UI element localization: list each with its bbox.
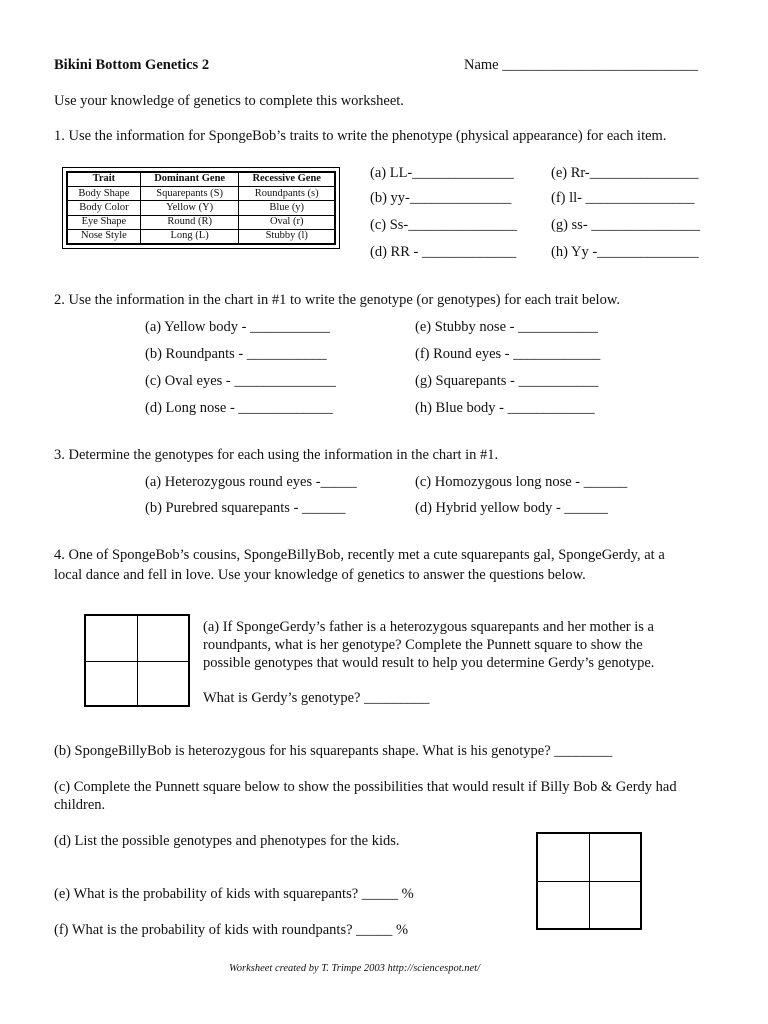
q1-item-g[interactable]: (g) ss- _______________ — [551, 217, 701, 233]
q1-item-h[interactable]: (h) Yy -______________ — [551, 244, 699, 260]
table-cell: Round (R) — [140, 215, 239, 229]
intro-text: Use your knowledge of genetics to complete this worksheet. — [54, 93, 404, 109]
q4a-line2: roundpants, what is her genotype? Complete the Punnett square to show the — [203, 637, 643, 653]
q4a-genotype-question[interactable]: What is Gerdy’s genotype? _________ — [203, 690, 430, 706]
footer-credit: Worksheet created by T. Trimpe 2003 http://sciencespot.net/ — [229, 963, 480, 974]
punnett-divider — [538, 881, 640, 882]
punnett-divider — [86, 661, 188, 662]
table-header-cell: Dominant Gene — [140, 173, 239, 187]
q1-item-d[interactable]: (d) RR - _____________ — [370, 244, 517, 260]
table-header-cell: Trait — [68, 173, 141, 187]
table-cell: Yellow (Y) — [140, 201, 239, 215]
q4-prompt-line1: 4. One of SpongeBob’s cousins, SpongeBillyBob, recently met a cute squarepants gal, SpongeGerdy, at a — [54, 547, 665, 563]
q2-item-e[interactable]: (e) Stubby nose - ___________ — [415, 319, 598, 335]
q4b-text[interactable]: (b) SpongeBillyBob is heterozygous for his squarepants shape. What is his genotype? ________ — [54, 743, 613, 759]
q3-prompt: 3. Determine the genotypes for each using the information in the chart in #1. — [54, 447, 499, 463]
q2-item-c[interactable]: (c) Oval eyes - ______________ — [145, 373, 336, 389]
trait-table-header — [68, 173, 335, 187]
q4a-line3: possible genotypes that would result to help you determine Gerdy’s genotype. — [203, 655, 655, 671]
table-cell: Body Shape — [68, 187, 141, 201]
table-row — [68, 215, 335, 229]
q3-item-c[interactable]: (c) Homozygous long nose - ______ — [415, 474, 628, 490]
q2-item-a[interactable]: (a) Yellow body - ___________ — [145, 319, 330, 335]
q2-item-h[interactable]: (h) Blue body - ____________ — [415, 400, 595, 416]
table-cell: Long (L) — [140, 229, 239, 243]
q4c-line1: (c) Complete the Punnett square below to show the possibilities that would result if Billy Bob & Gerdy had — [54, 779, 677, 795]
table-cell: Roundpants (s) — [239, 187, 335, 201]
table-cell: Blue (y) — [239, 201, 335, 215]
q4-prompt-line2: local dance and fell in love. Use your knowledge of genetics to answer the questions below. — [54, 567, 586, 583]
q4c-line2: children. — [54, 797, 106, 813]
q4f-text[interactable]: (f) What is the probability of kids with roundpants? _____ % — [54, 922, 409, 938]
table-cell: Nose Style — [68, 229, 141, 243]
table-cell: Oval (r) — [239, 215, 335, 229]
trait-table — [62, 167, 340, 249]
table-cell: Stubby (l) — [239, 229, 335, 243]
q1-item-c[interactable]: (c) Ss-_______________ — [370, 217, 518, 233]
q3-item-d[interactable]: (d) Hybrid yellow body - ______ — [415, 500, 608, 516]
q1-item-b[interactable]: (b) yy-______________ — [370, 190, 512, 206]
table-cell: Squarepants (S) — [140, 187, 239, 201]
q2-item-f[interactable]: (f) Round eyes - ____________ — [415, 346, 601, 362]
q3-item-a[interactable]: (a) Heterozygous round eyes -_____ — [145, 474, 357, 490]
q3-item-b[interactable]: (b) Purebred squarepants - ______ — [145, 500, 346, 516]
q2-item-d[interactable]: (d) Long nose - _____________ — [145, 400, 333, 416]
table-row — [68, 187, 335, 201]
punnett-square-b[interactable] — [536, 832, 642, 930]
punnett-square-a[interactable] — [84, 614, 190, 707]
q4a-line1: (a) If SpongeGerdy’s father is a heterozygous squarepants and her mother is a — [203, 619, 654, 635]
q2-item-g[interactable]: (g) Squarepants - ___________ — [415, 373, 599, 389]
q4d-text: (d) List the possible genotypes and phenotypes for the kids. — [54, 833, 400, 849]
q1-item-a[interactable]: (a) LL-______________ — [370, 165, 514, 181]
q1-item-f[interactable]: (f) ll- _______________ — [551, 190, 695, 206]
worksheet-title: Bikini Bottom Genetics 2 — [54, 57, 210, 73]
q1-prompt: 1. Use the information for SpongeBob’s traits to write the phenotype (physical appearance) for each item. — [54, 128, 667, 144]
table-cell: Eye Shape — [68, 215, 141, 229]
table-row — [68, 229, 335, 243]
table-cell: Body Color — [68, 201, 141, 215]
q4e-text[interactable]: (e) What is the probability of kids with squarepants? _____ % — [54, 886, 414, 902]
q2-item-b[interactable]: (b) Roundpants - ___________ — [145, 346, 327, 362]
q1-item-e[interactable]: (e) Rr-_______________ — [551, 165, 699, 181]
q2-prompt: 2. Use the information in the chart in #1 to write the genotype (or genotypes) for each trait below. — [54, 292, 620, 308]
table-row — [68, 201, 335, 215]
name-field[interactable]: Name ___________________________ — [464, 57, 698, 73]
table-header-cell: Recessive Gene — [239, 173, 335, 187]
